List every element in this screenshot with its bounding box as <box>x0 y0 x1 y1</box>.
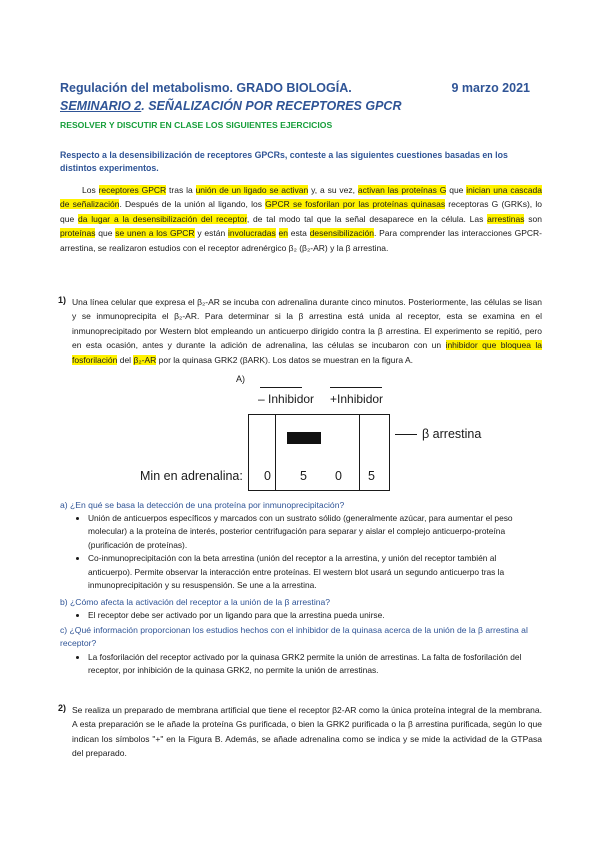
answer-b-list <box>70 609 542 622</box>
highlight: da lugar a la desensibilización del receptor <box>77 213 247 224</box>
seminar-label: SEMINARIO 2 <box>60 99 142 113</box>
highlight: se unen a los GPCR <box>115 228 195 239</box>
answer-bullet: • El receptor debe ser activado por un ligando para que la arrestina pueda unirse. <box>88 609 542 622</box>
document-date: 9 marzo 2021 <box>451 81 530 95</box>
time-value: 5 <box>368 469 375 483</box>
time-label: Min en adrenalina: <box>140 469 243 483</box>
highlight: inhibidor que bloquea la fosforilación <box>72 340 542 365</box>
subquestion-b: b) ¿Cómo afecta la activación del receptor a la unión de la β arrestina? <box>60 597 331 607</box>
time-value: 0 <box>335 469 342 483</box>
minus-inhibitor-label: – Inhibidor <box>258 392 315 406</box>
highlight: receptores GPCR <box>98 185 167 195</box>
highlight: activan las proteínas G <box>357 185 447 195</box>
seminar-title <box>60 99 401 113</box>
subquestion-a: a) ¿En qué se basa la detección de una proteína por inmunoprecipitación? <box>60 500 345 510</box>
time-value: 5 <box>300 469 307 483</box>
lane-divider <box>275 415 276 490</box>
answer-a-list <box>70 512 542 592</box>
intro-paragraph: Los receptores GPCR tras la unión de un ligado se activan y, a su vez, activan las proteínas G que inician una cascada de señalización. Después de la unión al ligando, los GPCR se fosforilan por las proteínas quinasas receptoras G (GRKs), lo que da lugar a la desensibilización del receptor, de tal modo tal que la señal desaparece en la célula. Las arrestinas son proteínas que se unen a los GPCR y están involucradas en esta desensibilización. Para comprender las interacciones GPCR-arrestina, se realizaron estudios con el receptor adrenérgico β₂ (β₂-AR) y la β arrestina. <box>60 185 542 253</box>
answer-bullet: • Unión de anticuerpos específicos y marcados con un sustrato sólido (generalmente azúcar, para aumentar el peso molecular) a la proteína de interés, posterior centrifugación para separar y aislar el complejo anticuerpo-proteína (purificación de proteínas). <box>88 512 542 552</box>
subquestion-c: c) ¿Qué información proporcionan los estudios hechos con el inhibidor de la quinasa acerca de la unión de la β arrestina al receptor? <box>60 625 528 648</box>
header-row <box>60 81 530 95</box>
figure-a <box>230 370 530 490</box>
arrestin-band <box>287 432 321 444</box>
question-1-text: Una línea celular que expresa el β₂-AR se incuba con adrenalina durante cinco minutos. Posteriormente, las células se lisan y se inmunoprecipita el β₂-AR. Para determinar si la β arrestina está unida al receptor, esta se examina en el inmunoprecipitado por Western blot empleando un anticuerpo dirigido contra la β arrestina. El experimento se repitió, pero en esta ocasión, antes y durante la adición de adrenalina, las células se incubaron con un inhibidor que bloquea la fosforilación del β₂-AR por la quinasa GRK2 (βARK). Los datos se muestran en la figura A. <box>72 297 542 365</box>
highlight: desensibilización <box>309 228 374 239</box>
beta-arrestin-label: β arrestina <box>422 427 482 441</box>
highlight: inician una cascada de señalización <box>60 185 542 210</box>
seminar-subtitle: . SEÑALIZACIÓN POR RECEPTORES GPCR <box>141 99 402 113</box>
header-rule <box>260 387 302 388</box>
highlight: involucradas <box>227 228 276 239</box>
question-2-text: Se realiza un preparado de membrana artificial que tiene el receptor β2-AR como la única proteína integral de la membrana. A esta preparación se le añade la proteína Gs purificada, o bien la GRK2 purificada o la β arrestina purificada, según lo que indican los símbolos "+" en la Figura B. Además, se añade adrenalina como se indica y se mide la actividad de la GTPasa del preparado. <box>72 705 542 759</box>
highlight: β₂-AR <box>133 354 157 365</box>
highlight: unión de un ligado se activan <box>195 185 309 195</box>
answer-bullet: • Co-inmunoprecipitación con la beta arrestina (unión del receptor a la arrestina, y unión del receptor también al anticuerpo). Permite observar la interacción entre proteínas. El western blot usará un segundo anticuerpo tras la inmunoprecipitación y su resuspensión. Se une a la arrestina. <box>88 552 542 592</box>
instruction-line: RESOLVER Y DISCUTIR EN CLASE LOS SIGUIENTES EJERCICIOS <box>60 120 333 130</box>
intro-question: Respecto a la desensibilización de receptores GPCRs, conteste a las siguientes cuestiones basadas en los distintos experimentos. <box>60 150 508 173</box>
highlight: arrestinas <box>487 213 525 224</box>
time-value: 0 <box>264 469 271 483</box>
highlight: en <box>278 228 288 239</box>
answer-bullet: • La fosforilación del receptor activado por la quinasa GRK2 permite la unión de arrestinas. La falta de fosforilación del receptor, por inhibición de la quinasa GRK2, no permite la unión de arrestinas. <box>88 651 542 678</box>
question-1-number: 1) <box>58 295 67 305</box>
figure-label: A) <box>236 374 245 384</box>
plus-inhibitor-label: +Inhibidor <box>330 392 384 406</box>
highlight: GPCR se fosforilan por las proteínas quinasas <box>265 199 446 210</box>
question-2-number: 2) <box>58 703 67 713</box>
highlight: proteínas <box>60 228 96 239</box>
header-rule <box>330 387 382 388</box>
course-title: Regulación del metabolismo. GRADO BIOLOGÍA. <box>60 81 352 95</box>
band-pointer-line <box>395 434 417 435</box>
lane-divider <box>359 415 360 490</box>
answer-c-list <box>70 651 542 678</box>
